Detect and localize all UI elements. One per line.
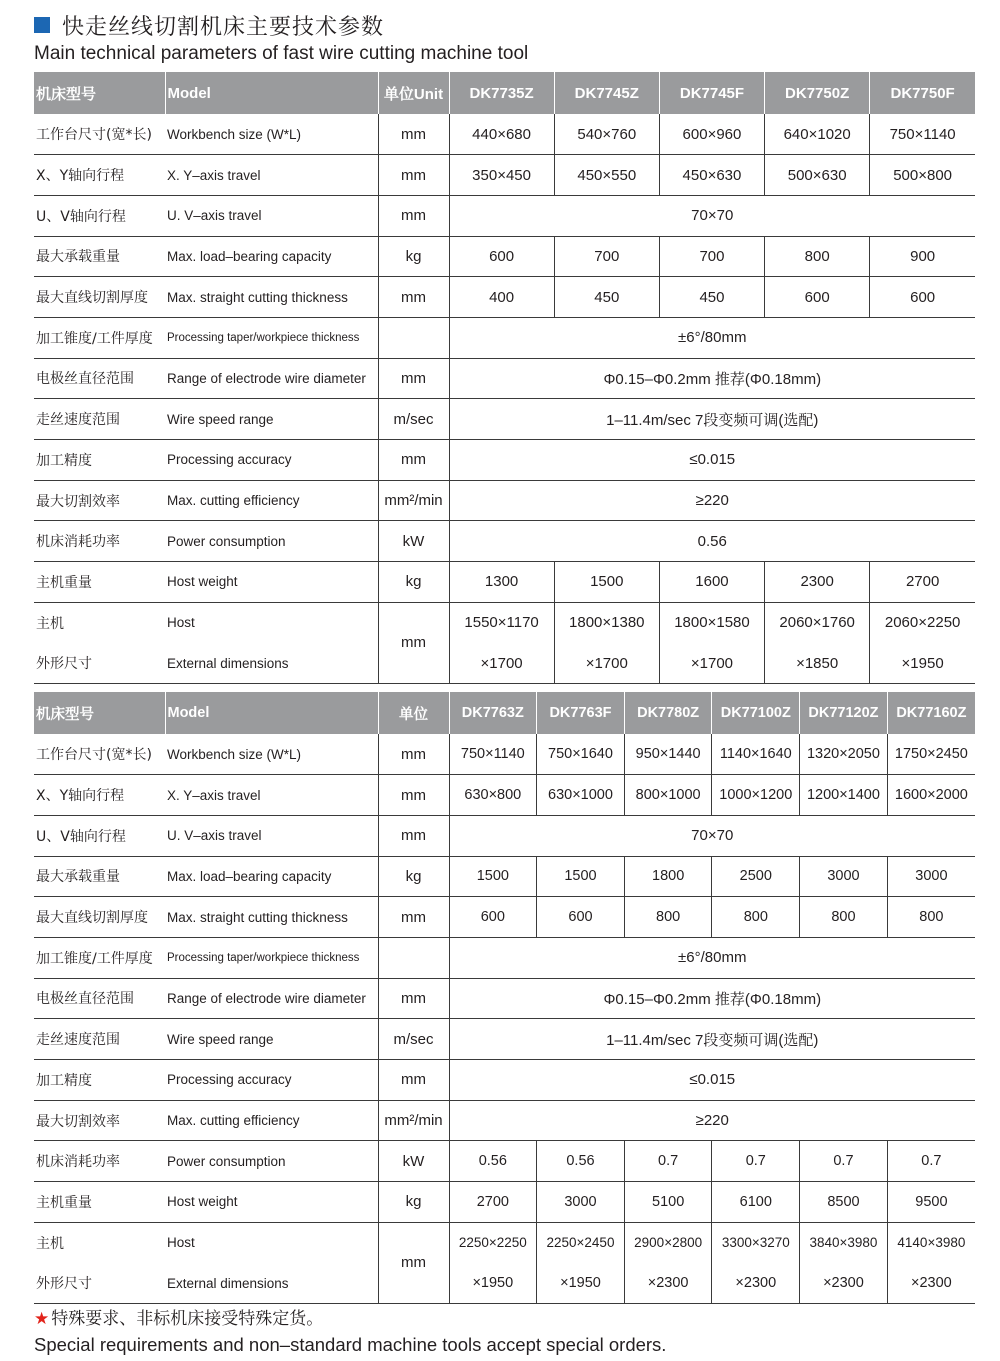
row-label-cn: 最大切割效率: [34, 480, 165, 521]
cell-value-span: ≤0.015: [449, 1060, 975, 1101]
cell-value: 1800×1380: [554, 602, 659, 643]
cell-value-span: ≥220: [449, 1100, 975, 1141]
row-label-cn: 主机: [36, 1235, 64, 1252]
cell-value: 500×630: [765, 155, 870, 196]
row-label-en: Processing taper/workpiece thickness: [165, 937, 378, 978]
row-label-en: Workbench size (W*L): [165, 114, 378, 155]
cell-value: 1600×2000: [887, 775, 975, 816]
row-label-cn: 电极丝直径范围: [34, 978, 165, 1019]
cell-value: 0.7: [800, 1141, 888, 1182]
cell-value: 3000: [537, 1182, 625, 1223]
row-label-en: Processing taper/workpiece thickness: [165, 317, 378, 358]
row-unit: mm: [378, 1222, 449, 1303]
cell-value: 750×1140: [870, 114, 975, 155]
header-unit: 单位Unit: [378, 72, 449, 114]
row-unit: mm: [378, 195, 449, 236]
cell-value: 700: [659, 236, 764, 277]
table-row: [34, 775, 975, 816]
cell-value-span: Φ0.15–Φ0.2mm 推荐(Φ0.18mm): [449, 978, 975, 1019]
spec-table-2: [34, 692, 975, 1304]
cell-value: 1500: [449, 856, 537, 897]
note-cn-row: [34, 1306, 974, 1332]
header-model-cn: 机床型号: [34, 692, 165, 734]
row-label-cn: 最大直线切割厚度: [34, 897, 165, 938]
row-unit: m/sec: [378, 1019, 449, 1060]
row-unit: [378, 317, 449, 358]
title-block: [34, 10, 974, 67]
header-model: DK77100Z: [712, 692, 800, 734]
row-label-en: U. V–axis travel: [165, 195, 378, 236]
footer-note: [34, 1306, 974, 1358]
header-model: DK7745F: [659, 72, 764, 114]
cell-value: 1320×2050: [800, 734, 888, 775]
cell-value: ×1950: [537, 1263, 625, 1304]
title-cn-row: [34, 10, 974, 40]
table-row: [34, 1019, 975, 1060]
table-row: [34, 358, 975, 399]
cell-value: 800: [712, 897, 800, 938]
row-label-cn: 加工锥度/工件厚度: [34, 317, 165, 358]
row-label-en: Processing accuracy: [165, 440, 378, 481]
cell-value: 600: [765, 277, 870, 318]
row-unit: m/sec: [378, 399, 449, 440]
row-unit: mm: [378, 775, 449, 816]
row-label-cn: 加工锥度/工件厚度: [34, 937, 165, 978]
row-label-en: Processing accuracy: [165, 1060, 378, 1101]
cell-value: 630×800: [449, 775, 537, 816]
row-label-en: Max. load–bearing capacity: [165, 856, 378, 897]
table-row: [34, 897, 975, 938]
table-row: [34, 815, 975, 856]
cell-value: 1750×2450: [887, 734, 975, 775]
row-unit: mm: [378, 734, 449, 775]
row-label-en: U. V–axis travel: [165, 815, 378, 856]
cell-value: 600: [449, 236, 554, 277]
cell-value-span: ±6°/80mm: [449, 317, 975, 358]
row-label-cn: U、V轴向行程: [34, 815, 165, 856]
cell-value: 0.56: [537, 1141, 625, 1182]
table-row: [34, 1263, 975, 1304]
cell-value: 800×1000: [624, 775, 712, 816]
title-square-icon: [34, 17, 50, 33]
row-label-cn: 最大直线切割厚度: [34, 277, 165, 318]
row-unit: kW: [378, 521, 449, 562]
cell-value: 600: [449, 897, 537, 938]
row-unit: kg: [378, 562, 449, 603]
cell-value: 630×1000: [537, 775, 625, 816]
cell-value: 1500: [554, 562, 659, 603]
table-row: [34, 1182, 975, 1223]
row-label-en: Host weight: [165, 562, 378, 603]
row-label-cn: 走丝速度范围: [34, 399, 165, 440]
table-row: [34, 195, 975, 236]
table-row: [34, 155, 975, 196]
row-label-cn: 加工精度: [34, 440, 165, 481]
cell-value: 540×760: [554, 114, 659, 155]
cell-value: 0.56: [449, 1141, 537, 1182]
header-model-en: Model: [165, 692, 378, 734]
cell-value: 400: [449, 277, 554, 318]
row-unit: mm: [378, 277, 449, 318]
row-unit: mm²/min: [378, 1100, 449, 1141]
row-label-en: Host: [167, 615, 195, 631]
header-model: DK7763F: [537, 692, 625, 734]
table-row: [34, 480, 975, 521]
row-label-cn: 主机重量: [34, 1182, 165, 1223]
table-row: [34, 317, 975, 358]
table-row: [34, 602, 975, 643]
header-model: DK7735Z: [449, 72, 554, 114]
row-label-en: Max. cutting efficiency: [165, 1100, 378, 1141]
table-row: [34, 1100, 975, 1141]
cell-value: 0.7: [887, 1141, 975, 1182]
row-unit: mm: [378, 815, 449, 856]
row-unit: kg: [378, 236, 449, 277]
cell-value: 8500: [800, 1182, 888, 1223]
cell-value: 1800×1580: [659, 602, 764, 643]
cell-value: ×2300: [712, 1263, 800, 1304]
row-label-cn: X、Y轴向行程: [34, 155, 165, 196]
cell-value: ×2300: [624, 1263, 712, 1304]
cell-value: 440×680: [449, 114, 554, 155]
cell-value: 640×1020: [765, 114, 870, 155]
table-row: [34, 643, 975, 684]
table-row: [34, 856, 975, 897]
row-label-cn: 外形尺寸: [34, 1263, 165, 1304]
table-row: [34, 399, 975, 440]
header-model: DK77160Z: [887, 692, 975, 734]
row-label-cn: 工作台尺寸(宽*长): [34, 734, 165, 775]
header-model: DK7750Z: [765, 72, 870, 114]
cell-value: 600: [537, 897, 625, 938]
cell-value: 6100: [712, 1182, 800, 1223]
cell-value-span: ±6°/80mm: [449, 937, 975, 978]
cell-value: 450: [554, 277, 659, 318]
cell-value-span: 70×70: [449, 195, 975, 236]
header-model: DK7750F: [870, 72, 975, 114]
cell-value: ×1850: [765, 643, 870, 684]
row-label-cn: 机床消耗功率: [34, 1141, 165, 1182]
row-label-en: X. Y–axis travel: [165, 155, 378, 196]
cell-value: ×2300: [887, 1263, 975, 1304]
row-label-cn: 机床消耗功率: [34, 521, 165, 562]
row-unit: kg: [378, 1182, 449, 1223]
cell-value: 750×1640: [537, 734, 625, 775]
header-model: DK77120Z: [800, 692, 888, 734]
cell-value: 3840×3980: [800, 1222, 888, 1263]
row-label-cn: 主机: [36, 615, 64, 632]
cell-value: 2700: [870, 562, 975, 603]
header-model-en: Model: [165, 72, 378, 114]
row-label-en: Max. cutting efficiency: [165, 480, 378, 521]
row-label-en: X. Y–axis travel: [165, 775, 378, 816]
cell-value: 0.7: [624, 1141, 712, 1182]
cell-value: 2060×2250: [884, 614, 961, 632]
header-model: DK7745Z: [554, 72, 659, 114]
cell-value: 2900×2800: [624, 1222, 712, 1263]
cell-value: 2250×2250: [449, 1222, 537, 1263]
cell-value: ×1700: [554, 643, 659, 684]
star-icon: ★: [34, 1309, 50, 1329]
cell-value: 600: [870, 277, 975, 318]
row-unit: mm: [378, 114, 449, 155]
row-label-en: Range of electrode wire diameter: [165, 978, 378, 1019]
cell-value-span: Φ0.15–Φ0.2mm 推荐(Φ0.18mm): [449, 358, 975, 399]
note-cn: 特殊要求、非标机床接受特殊定货。: [51, 1309, 324, 1329]
cell-value: 1140×1640: [712, 734, 800, 775]
row-label-cn: 加工精度: [34, 1060, 165, 1101]
table-row: [34, 277, 975, 318]
header-model: DK7763Z: [449, 692, 537, 734]
cell-value: 450: [659, 277, 764, 318]
table-row: [34, 734, 975, 775]
cell-value: 3000: [800, 856, 888, 897]
row-label-en: Max. straight cutting thickness: [165, 897, 378, 938]
row-unit: mm: [378, 897, 449, 938]
row-label-cn: 最大承载重量: [34, 856, 165, 897]
cell-value: 450×630: [659, 155, 764, 196]
cell-value-span: ≥220: [449, 480, 975, 521]
cell-value: 350×450: [449, 155, 554, 196]
cell-value: 0.7: [712, 1141, 800, 1182]
title-cn: 快走丝线切割机床主要技术参数: [62, 14, 385, 40]
table-row: [34, 1141, 975, 1182]
row-unit: kg: [378, 856, 449, 897]
cell-value: ×1950: [870, 643, 975, 684]
cell-value: 1200×1400: [800, 775, 888, 816]
cell-value-span: ≤0.015: [449, 440, 975, 481]
header-unit: 单位: [378, 692, 449, 734]
note-en: Special requirements and non–standard machine tools accept special orders.: [34, 1334, 667, 1355]
row-label-en: Range of electrode wire diameter: [165, 358, 378, 399]
row-label-en: Max. load–bearing capacity: [165, 236, 378, 277]
header-model: DK7780Z: [624, 692, 712, 734]
row-label-cn: 主机重量: [34, 562, 165, 603]
header-model-cn: 机床型号: [34, 72, 165, 114]
cell-value-span: 1–11.4m/sec 7段变频可调(选配): [449, 399, 975, 440]
row-unit: mm²/min: [378, 480, 449, 521]
table-row: [34, 440, 975, 481]
cell-value: 800: [624, 897, 712, 938]
row-unit: mm: [378, 155, 449, 196]
cell-value: 4140×3980: [897, 1235, 966, 1251]
table-row: [34, 236, 975, 277]
cell-value: ×1700: [659, 643, 764, 684]
cell-value: 2500: [712, 856, 800, 897]
cell-value: 5100: [624, 1182, 712, 1223]
cell-value: 750×1140: [449, 734, 537, 775]
cell-value: 1500: [537, 856, 625, 897]
row-unit: mm: [378, 440, 449, 481]
cell-value: 600×960: [659, 114, 764, 155]
row-unit: mm: [378, 1060, 449, 1101]
cell-value: ×1700: [449, 643, 554, 684]
cell-value: 3000: [887, 856, 975, 897]
cell-value: 500×800: [870, 155, 975, 196]
row-label-cn: U、V轴向行程: [34, 195, 165, 236]
cell-value: 900: [870, 236, 975, 277]
cell-value: 450×550: [554, 155, 659, 196]
row-label-en: External dimensions: [165, 643, 378, 684]
cell-value-span: 1–11.4m/sec 7段变频可调(选配): [449, 1019, 975, 1060]
cell-value-span: 0.56: [449, 521, 975, 562]
cell-value: ×2300: [800, 1263, 888, 1304]
row-unit: [378, 937, 449, 978]
row-label-cn: 外形尺寸: [34, 643, 165, 684]
row-label-en: Max. straight cutting thickness: [165, 277, 378, 318]
cell-value: 2250×2450: [537, 1222, 625, 1263]
row-label-en: Wire speed range: [165, 1019, 378, 1060]
table-row: [34, 1060, 975, 1101]
spec-table-1: [34, 72, 975, 684]
cell-value: 800: [765, 236, 870, 277]
row-label-cn: 走丝速度范围: [34, 1019, 165, 1060]
cell-value: 9500: [887, 1182, 975, 1223]
row-label-en: Power consumption: [165, 521, 378, 562]
row-label-cn: 电极丝直径范围: [34, 358, 165, 399]
cell-value: 1300: [449, 562, 554, 603]
cell-value: 700: [554, 236, 659, 277]
table1-header-row: [34, 72, 975, 114]
cell-value: 2060×1760: [765, 602, 870, 643]
cell-value: 800: [887, 897, 975, 938]
row-label-en: Power consumption: [165, 1141, 378, 1182]
row-label-cn: X、Y轴向行程: [34, 775, 165, 816]
cell-value: 2700: [449, 1182, 537, 1223]
row-label-en: External dimensions: [165, 1263, 378, 1304]
cell-value: ×1950: [449, 1263, 537, 1304]
cell-value: 1600: [659, 562, 764, 603]
row-label-cn: 最大切割效率: [34, 1100, 165, 1141]
table-row: [34, 978, 975, 1019]
row-unit: kW: [378, 1141, 449, 1182]
cell-value: 1800: [624, 856, 712, 897]
row-label-en: Host weight: [165, 1182, 378, 1223]
title-en: Main technical parameters of fast wire cutting machine tool: [34, 43, 529, 64]
cell-value-span: 70×70: [449, 815, 975, 856]
cell-value: 2300: [765, 562, 870, 603]
row-label-cn: 最大承载重量: [34, 236, 165, 277]
table-row: [34, 1222, 975, 1263]
table-row: [34, 937, 975, 978]
table-row: [34, 521, 975, 562]
table-row: [34, 114, 975, 155]
table2-header-row: [34, 692, 975, 734]
row-unit: mm: [378, 602, 449, 683]
row-label-en: Host: [167, 1235, 195, 1251]
row-unit: mm: [378, 978, 449, 1019]
cell-value: 1000×1200: [712, 775, 800, 816]
row-label-cn: 工作台尺寸(宽*长): [34, 114, 165, 155]
cell-value: 950×1440: [624, 734, 712, 775]
table-row: [34, 562, 975, 603]
cell-value: 3300×3270: [712, 1222, 800, 1263]
cell-value: 800: [800, 897, 888, 938]
row-label-en: Wire speed range: [165, 399, 378, 440]
row-label-en: Workbench size (W*L): [165, 734, 378, 775]
cell-value: 1550×1170: [449, 602, 554, 643]
row-unit: mm: [378, 358, 449, 399]
